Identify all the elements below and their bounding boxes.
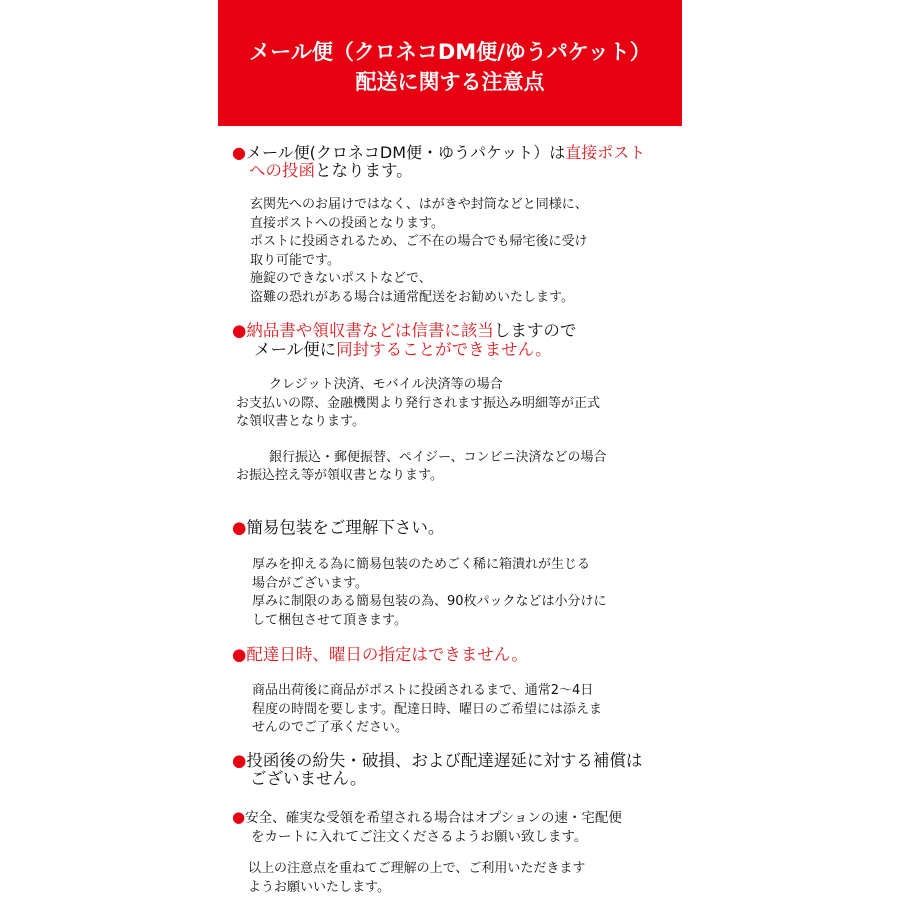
section-2-heading-cont: メール便に同封することができません。: [254, 340, 552, 359]
header-banner: [218, 0, 682, 126]
closing-text: 以上の注意点を重ねてご理解の上で、ご利用いただきます ようお願いいたします。: [248, 861, 586, 895]
section-3-heading: ●簡易包装をご理解下さい。: [232, 518, 445, 537]
bullet-icon: ●: [232, 645, 247, 664]
section-1-heading: ●メール便(クロネコDM便・ゆうパケット）は直接ポスト: [232, 143, 646, 162]
section-4-body: 商品出荷後に商品がポストに投函されるまで、通常2～4日 程度の時間を要します。配達日時、曜日のご希望には添えま せんのでご了承ください。: [252, 683, 602, 735]
section-1-body: 玄関先へのお届けではなく、はがきや封筒などと同様に、 直接ポストへの投函となります。 ポストに投函されるため、ご不在の場合でも帰宅後に受け 取り可能です。 施錠のできないポストなどで、 盗難の恐れがある場合は通常配送をお勧めいたします。: [250, 197, 588, 305]
section-6-text: ●安全、確実な受領を希望される場合はオプションの速・宅配便 をカートに入れてご注文くださるようお願い致します。: [232, 808, 622, 845]
bullet-icon: ●: [232, 518, 247, 537]
section-4-heading: ●配達日時、曜日の指定はできません。: [232, 645, 528, 664]
section-5-heading: ●投函後の紛失・破損、および配達遅延に対する補償は: [232, 751, 643, 770]
bullet-icon: ●: [232, 751, 247, 770]
section-5-heading-cont: ございません。: [250, 769, 367, 788]
section-2-body: クレジット決済、モバイル決済等の場合 お支払いの際、金融機関より発行されます振込み明細等が正式 な領収書となります。 銀行振込・郵便振替、ペイジー、コンビニ決済などの場合 お振込控え等が領収書となります。: [236, 377, 607, 483]
header-title-line2: 配送に関する注意点: [355, 70, 545, 94]
notice-panel: [218, 0, 682, 900]
bullet-icon: ●: [232, 808, 246, 826]
bullet-icon: ●: [232, 143, 246, 162]
header-title-line1: メール便（クロネコDM便/ゆうパケット）: [249, 40, 651, 64]
section-2-heading: ●納品書や領収書などは信書に該当しますので: [232, 321, 577, 340]
section-3-body: 厚みを抑える為に簡易包装のためごく稀に箱潰れが生じる 場合がございます。 厚みに制限のある簡易包装の為、90枚パックなどは小分けに して梱包させて頂きます。: [252, 557, 607, 628]
bullet-icon: ●: [232, 321, 247, 340]
section-1-heading-cont: への投函となります。: [249, 161, 413, 180]
